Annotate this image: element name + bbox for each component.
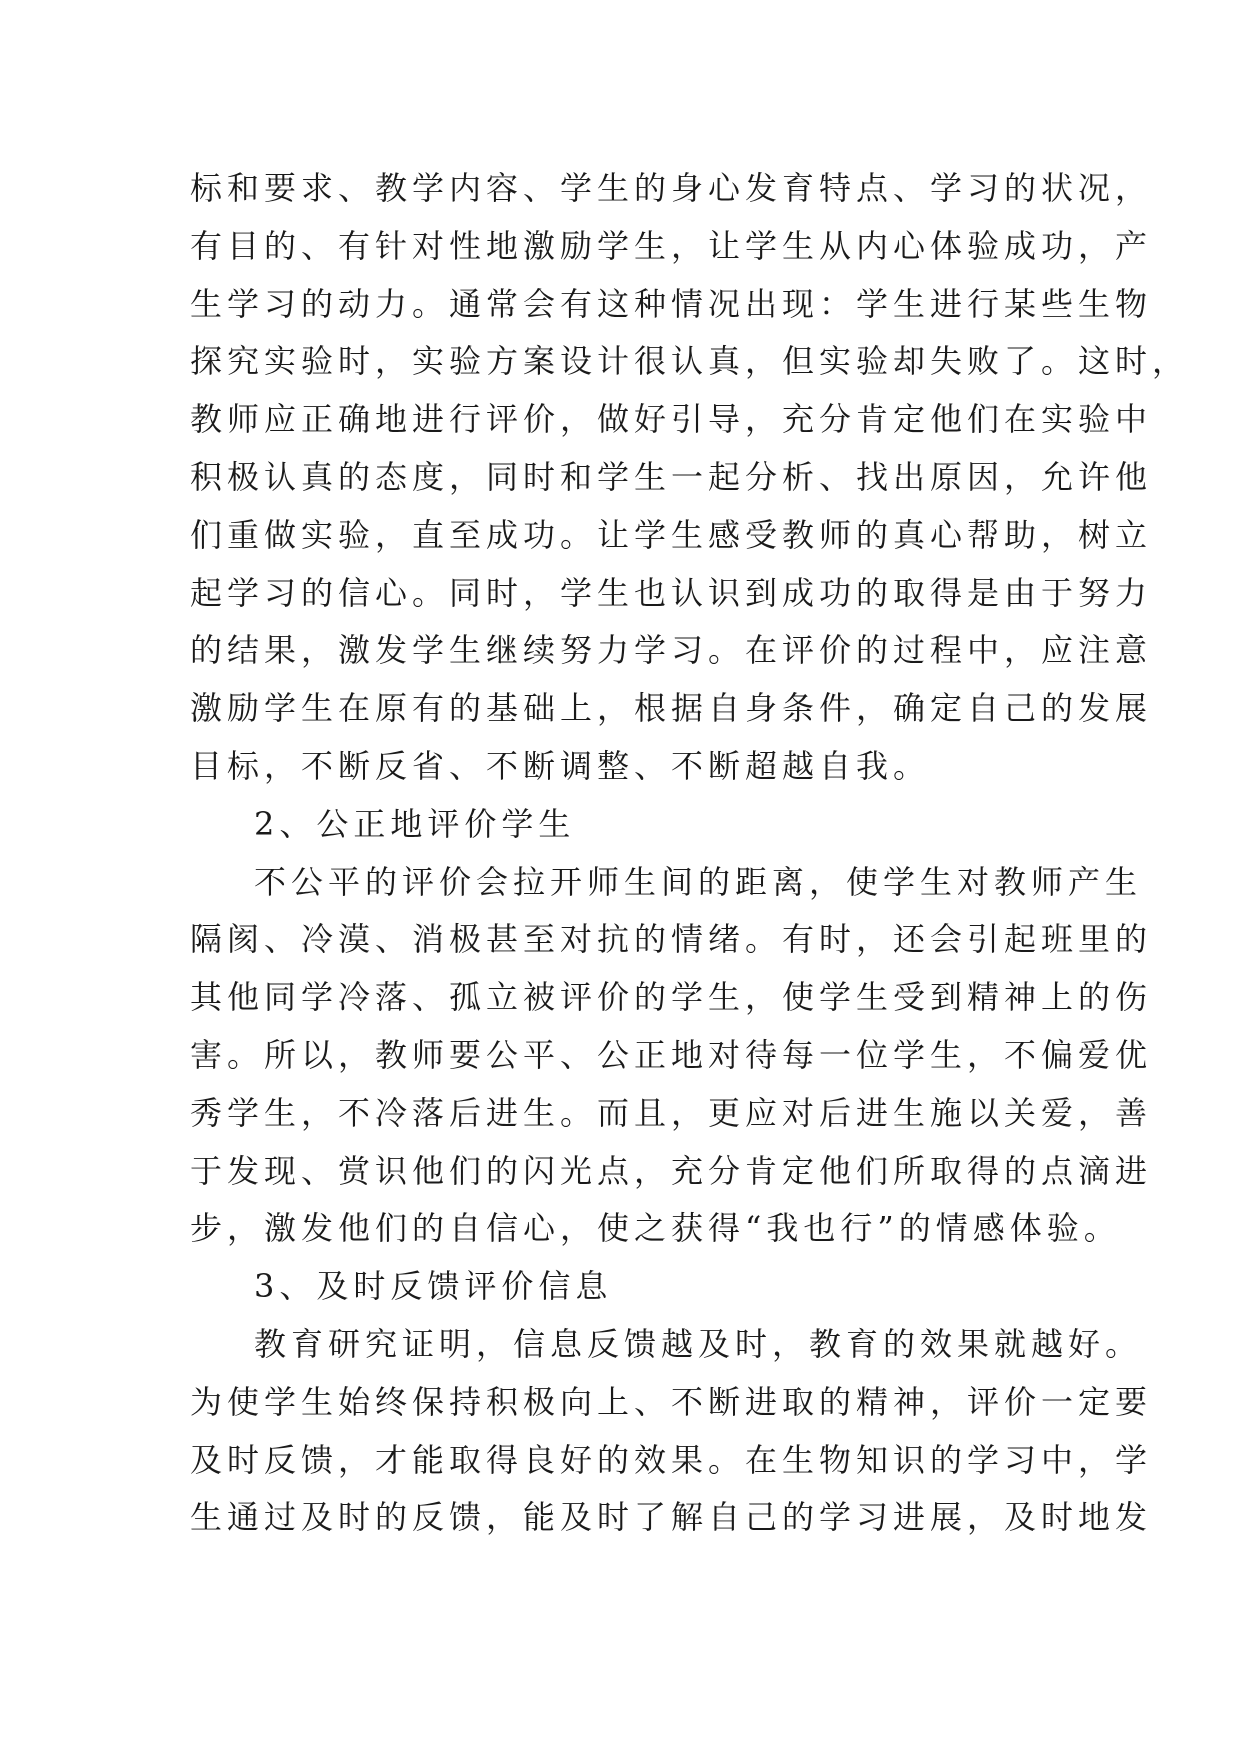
text-line: 步，激发他们的自信心，使之获得“我也行”的情感体验。 — [190, 1209, 1121, 1248]
text-line: 其他同学冷落、孤立被评价的学生，使学生受到精神上的伤 — [190, 978, 1153, 1017]
text-line: 有目的、有针对性地激励学生，让学生从内心体验成功，产 — [190, 226, 1153, 265]
paragraph-first-line: 教育研究证明，信息反馈越及时，教育的效果就越好。 — [254, 1324, 1143, 1363]
text-line: 为使学生始终保持积极向上、不断进取的精神，评价一定要 — [190, 1382, 1153, 1421]
text-line: 害。所以，教师要公平、公正地对待每一位学生，不偏爱优 — [190, 1035, 1153, 1074]
text-line: 秀学生，不冷落后进生。而且，更应对后进生施以关爱，善 — [190, 1093, 1153, 1132]
text-line: 生学习的动力。通常会有这种情况出现：学生进行某些生物 — [190, 284, 1153, 323]
text-line: 积极认真的态度，同时和学生一起分析、找出原因，允许他 — [190, 457, 1153, 496]
body-text — [190, 160, 1190, 1547]
text-line: 们重做实验，直至成功。让学生感受教师的真心帮助，树立 — [190, 515, 1153, 554]
text-line: 起学习的信心。同时，学生也认识到成功的取得是由于努力 — [190, 573, 1153, 612]
text-line: 目标，不断反省、不断调整、不断超越自我。 — [190, 746, 931, 785]
text-line: 生通过及时的反馈，能及时了解自己的学习进展，及时地发 — [190, 1498, 1153, 1537]
section-heading: 2、公正地评价学生 — [254, 804, 576, 843]
text-line: 隔阂、冷漠、消极甚至对抗的情绪。有时，还会引起班里的 — [190, 920, 1153, 959]
text-line: 标和要求、教学内容、学生的身心发育特点、学习的状况， — [190, 169, 1153, 207]
text-line: 教师应正确地进行评价，做好引导，充分肯定他们在实验中 — [190, 400, 1153, 439]
text-line: 及时反馈，才能取得良好的效果。在生物知识的学习中，学 — [190, 1440, 1153, 1479]
section-heading: 3、及时反馈评价信息 — [254, 1267, 613, 1306]
text-line: 探究实验时，实验方案设计很认真，但实验却失败了。这时， — [190, 342, 1190, 381]
text-line: 的结果，激发学生继续努力学习。在评价的过程中，应注意 — [190, 631, 1153, 670]
paragraph-first-line: 不公平的评价会拉开师生间的距离，使学生对教师产生 — [254, 862, 1143, 901]
text-line: 于发现、赏识他们的闪光点，充分肯定他们所取得的点滴进 — [190, 1151, 1153, 1190]
text-line: 激励学生在原有的基础上，根据自身条件，确定自己的发展 — [190, 689, 1153, 728]
